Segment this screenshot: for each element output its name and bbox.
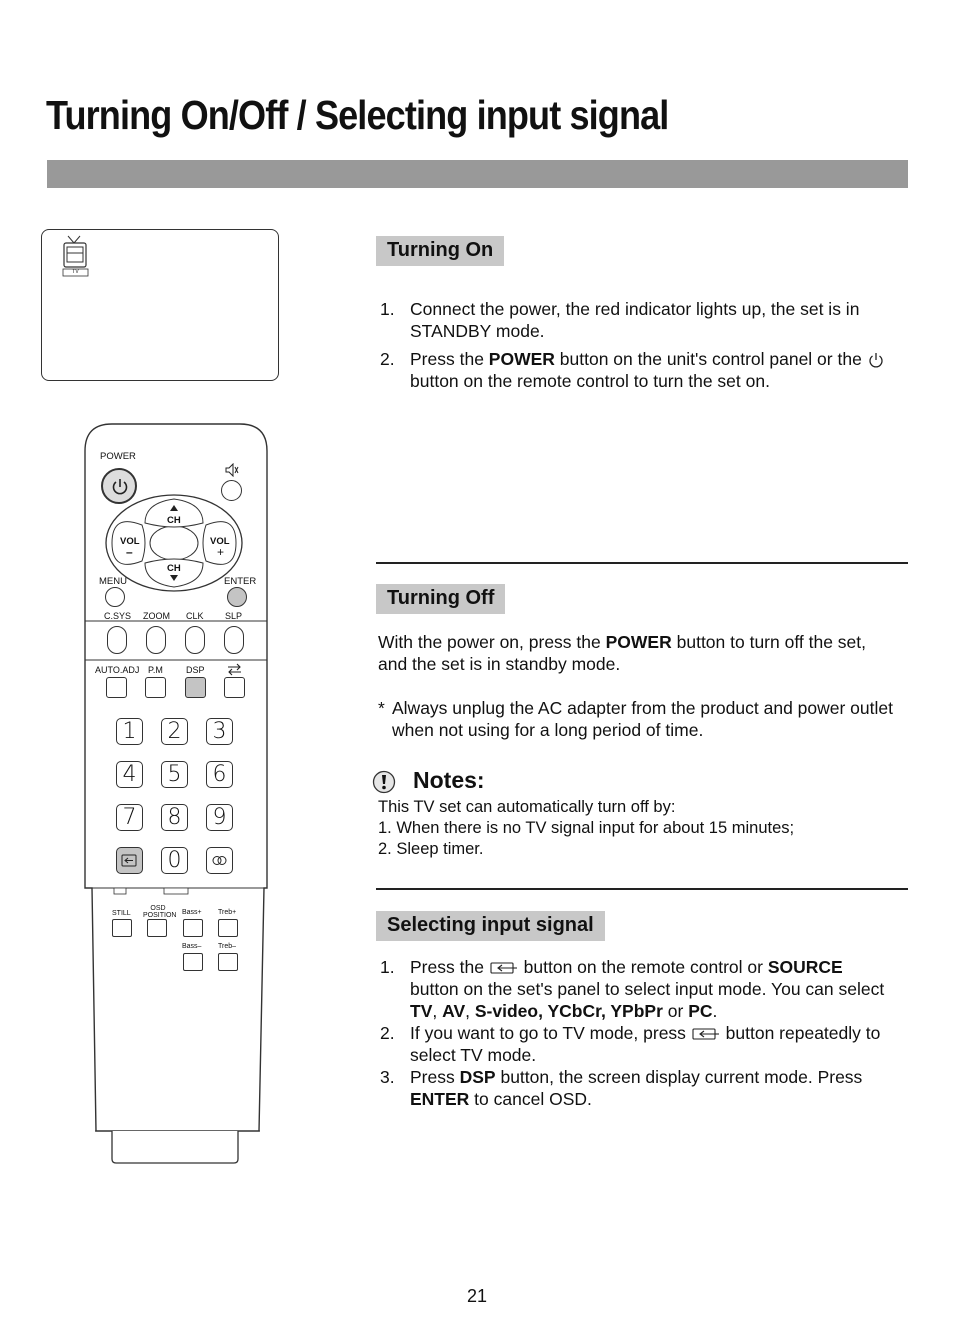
tv-icon-label: TV [72,269,79,275]
still-label: STILL [112,910,131,917]
source-icon [489,960,519,976]
remote-outline [84,423,268,1165]
digit-0-button[interactable]: 0 [161,847,188,874]
treb-minus-button[interactable] [218,953,238,971]
enter-label: ENTER [224,576,257,587]
auto-adj-button[interactable] [106,677,127,698]
vol-plus-sign: + [217,545,225,559]
digit-2-button[interactable]: 2 [161,718,188,745]
clk-label: CLK [186,611,204,621]
bass-minus-label: Bass– [182,943,202,950]
nicam-button[interactable] [206,847,233,874]
turning-off-heading: Turning Off [376,584,505,614]
selecting-input-list [378,956,895,1110]
swap-button[interactable] [224,677,245,698]
pm-button[interactable] [145,677,166,698]
digit-6-button[interactable]: 6 [206,761,233,788]
mute-icon [225,463,239,477]
warning-icon [372,770,396,794]
dual-circle-icon [207,848,232,873]
source-icon [117,848,142,873]
enter-button[interactable] [227,587,247,607]
turning-on-list [378,298,893,392]
digit-7-button[interactable]: 7 [116,804,143,831]
list-item: 2. Press the POWER button on the unit's control panel or the button on the remote control to turn the set on. [378,348,893,392]
dsp-button[interactable] [185,677,206,698]
list-item: 1. Press the button on the remote control or SOURCE button on the set's panel to select input mode. You can select TV, AV, S-video, YCbCr, YPbPr or PC. [380,957,885,1021]
remote-control [84,423,268,1165]
notes-heading: Notes: [413,767,485,793]
digit-5-button[interactable]: 5 [161,761,188,788]
list-item: 2. If you want to go to TV mode, press button repeatedly to select TV mode. [380,1023,881,1065]
digit-9-button[interactable]: 9 [206,804,233,831]
vol-minus-sign: – [126,545,133,559]
section-divider [376,562,908,564]
power-button[interactable] [101,468,137,504]
source-button[interactable] [116,847,143,874]
zoom-button[interactable] [146,626,166,654]
vol-minus-label[interactable]: VOL [120,536,140,547]
bass-plus-label: Bass+ [182,909,202,916]
notes-line: 1. When there is no TV signal input for about 15 minutes; [378,819,795,837]
unplug-note: * Always unplug the AC adapter from the product and power outlet when not using for a long period of time. [378,698,893,740]
csys-button[interactable] [107,626,127,654]
tv-screen-illustration [41,229,279,381]
treb-minus-label: Treb– [218,943,237,950]
zoom-label: ZOOM [143,611,170,621]
turning-on-heading: Turning On [376,236,504,266]
dsp-label: DSP [186,665,205,675]
title-bar [47,160,908,188]
page-number: 21 [466,1286,488,1306]
vol-plus-label[interactable]: VOL [210,536,230,547]
osd-label: OSD POSITION [143,905,177,919]
selecting-input-heading: Selecting input signal [376,911,605,941]
source-icon [691,1026,721,1042]
digit-1-button[interactable]: 1 [116,718,143,745]
bass-plus-button[interactable] [183,919,203,937]
treb-plus-button[interactable] [218,919,238,937]
swap-icon [226,663,243,676]
bass-minus-button[interactable] [183,953,203,971]
list-item: 3. Press DSP button, the screen display current mode. Press ENTER to cancel OSD. [380,1067,863,1109]
ch-up-label[interactable]: CH [167,515,181,526]
section-divider [376,888,908,890]
digit-8-button[interactable]: 8 [161,804,188,831]
digit-4-button[interactable]: 4 [116,761,143,788]
slp-label: SLP [225,611,243,621]
menu-button[interactable] [105,587,125,607]
page-title: Turning On/Off / Selecting input signal [46,92,669,138]
notes-line: This TV set can automatically turn off by: [378,798,676,816]
power-icon [111,478,129,496]
still-button[interactable] [112,919,132,937]
power-label: POWER [100,451,136,462]
clk-button[interactable] [185,626,205,654]
osd-position-button[interactable] [147,919,167,937]
ch-down-label[interactable]: CH [167,563,181,574]
notes-line: 2. Sleep timer. [378,840,484,858]
notes-body [378,797,794,860]
turning-off-text: With the power on, press the POWER button to turn off the set, and the set is in standby mode. [378,632,867,674]
power-icon [867,351,885,369]
slp-button[interactable] [224,626,244,654]
treb-plus-label: Treb+ [218,909,237,916]
pm-label: P.M [148,665,163,675]
auto-adj-label: AUTO.ADJ [95,665,140,675]
csys-label: C.SYS [104,611,132,621]
digit-3-button[interactable]: 3 [206,718,233,745]
list-item: 1. Connect the power, the red indicator lights up, the set is in STANDBY mode. [380,299,860,341]
mute-button[interactable] [221,480,242,501]
menu-label: MENU [99,576,127,587]
